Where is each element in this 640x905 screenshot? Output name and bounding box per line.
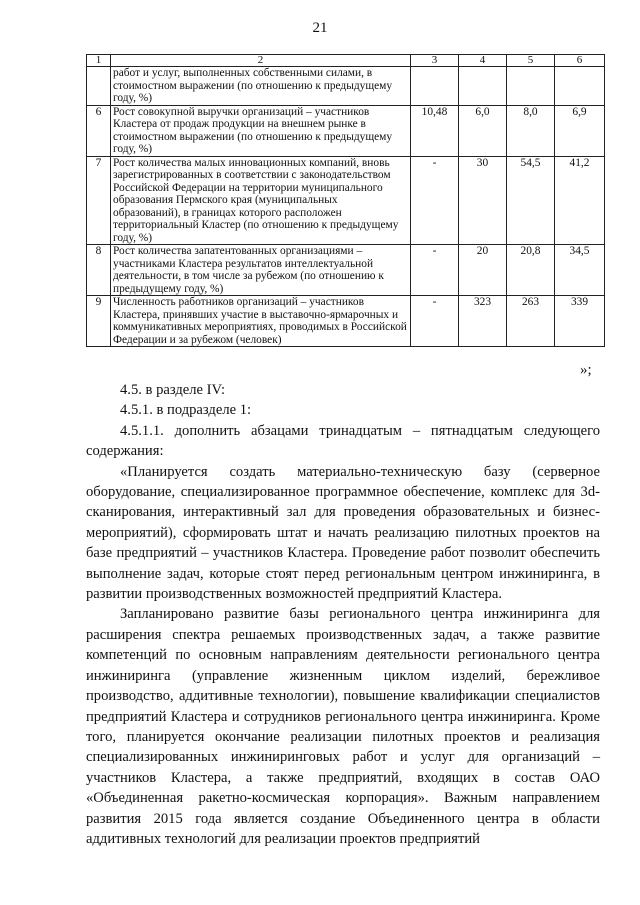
- row-value-col6: 34,5: [555, 245, 605, 296]
- row-number: 8: [87, 245, 111, 296]
- table-row: [87, 245, 605, 296]
- row-value-col5: 8,0: [507, 105, 555, 156]
- subsection-line: 4.5.1. в подразделе 1:: [120, 402, 252, 419]
- row-indicator-text: Рост количества малых инновационных компаний, вновь зарегистрированных в соответствии с законодательством Российской Федерации на территории муниципального образования Пермского края (муниципальных образований), в границах которого расположен территориальный Кластер (по отношению к предыдущему году, %): [111, 156, 411, 245]
- row-value-col4: [459, 67, 507, 106]
- row-value-col6: 339: [555, 296, 605, 347]
- row-value-col6: [555, 67, 605, 106]
- table-row: [87, 105, 605, 156]
- table-header-cell: 6: [555, 55, 605, 67]
- row-value-col4: 30: [459, 156, 507, 245]
- table-row: [87, 296, 605, 347]
- section-line: 4.5. в разделе IV:: [120, 382, 226, 398]
- row-indicator-text: Рост совокупной выручки организаций – участников Кластера от продаж продукции на внешнем рынке в стоимостном выражении (по отношению к предыдущему году, %): [111, 105, 411, 156]
- row-value-col5: 263: [507, 296, 555, 347]
- row-value-col5: 54,5: [507, 156, 555, 245]
- instruction-paragraph: 4.5.1.1. дополнить абзацами тринадцатым – пятнадцатым следующего содержания:: [86, 422, 600, 460]
- row-value-col6: 41,2: [555, 156, 605, 245]
- row-value-col3: 10,48: [411, 105, 459, 156]
- row-number: 6: [87, 105, 111, 156]
- body-text: [86, 380, 600, 849]
- indicators-table: [86, 54, 605, 347]
- row-number: 9: [87, 296, 111, 347]
- row-value-col5: 20,8: [507, 245, 555, 296]
- row-value-col3: -: [411, 245, 459, 296]
- closing-quote-mark: »;: [580, 362, 592, 378]
- row-value-col4: 323: [459, 296, 507, 347]
- row-value-col3: [411, 67, 459, 106]
- row-indicator-text: Численность работников организаций – участников Кластера, принявших участие в выставочно-ярмарочных и коммуникативных мероприятиях, проводимых в Российской Федерации и за рубежом (человек): [111, 296, 411, 347]
- row-value-col4: 6,0: [459, 105, 507, 156]
- table-row: [87, 156, 605, 245]
- row-value-col6: 6,9: [555, 105, 605, 156]
- table-header-cell: 1: [87, 55, 111, 67]
- page-number: 21: [312, 20, 328, 36]
- table-header-row: [87, 55, 605, 67]
- row-number: [87, 67, 111, 106]
- row-number: 7: [87, 156, 111, 245]
- table-row: [87, 67, 605, 106]
- row-value-col3: -: [411, 156, 459, 245]
- row-indicator-text: работ и услуг, выполненных собственными силами, в стоимостном выражении (по отношению к предыдущему году, %): [111, 67, 411, 106]
- paragraph-planned-development: Запланировано развитие базы регионального центра инжиниринга для расширения спектра решаемых производственных задач, а также развитие компетенций по основным направлениям деятельности регионального центра инжиниринга (управление жизненным циклом изделий, бережливое производство, аддитивные технологии), повышение квалификации специалистов предприятий Кластера и сотрудников регионального центра инжиниринга. Кроме того, планируется окончание реализации пилотных проектов и реализация специализированных инжиниринговых работ и услуг для организаций – участников Кластера, а также предприятий, входящих в состав ОАО «Объединенная ракетно-космическая корпорация». Важным направлением развития 2015 года является создание Объединенного центра в области аддитивных технологий для реализации проектов предприятий: [86, 606, 600, 847]
- table-header-cell: 5: [507, 55, 555, 67]
- row-value-col5: [507, 67, 555, 106]
- row-indicator-text: Рост количества запатентованных организациями – участниками Кластера результатов интеллектуальной деятельности, в том числе за рубежом (по отношению к предыдущему году, %): [111, 245, 411, 296]
- paragraph-planned-base: «Планируется создать материально-техническую базу (серверное оборудование, специализированное программное обеспечение, комплекс для 3d-сканирования, интерактивный зал для проведения образовательных и бизнес-мероприятий), сформировать штат и начать реализацию пилотных проектов на базе предприятий – участников Кластера. Проведение работ позволит обеспечить выполнение задач, которые стоят перед региональным центром инжиниринга, в развитии производственных возможностей предприятий Кластера.: [86, 463, 600, 603]
- table-header-cell: 4: [459, 55, 507, 67]
- table-header-cell: 2: [111, 55, 411, 67]
- row-value-col3: -: [411, 296, 459, 347]
- table-header-cell: 3: [411, 55, 459, 67]
- row-value-col4: 20: [459, 245, 507, 296]
